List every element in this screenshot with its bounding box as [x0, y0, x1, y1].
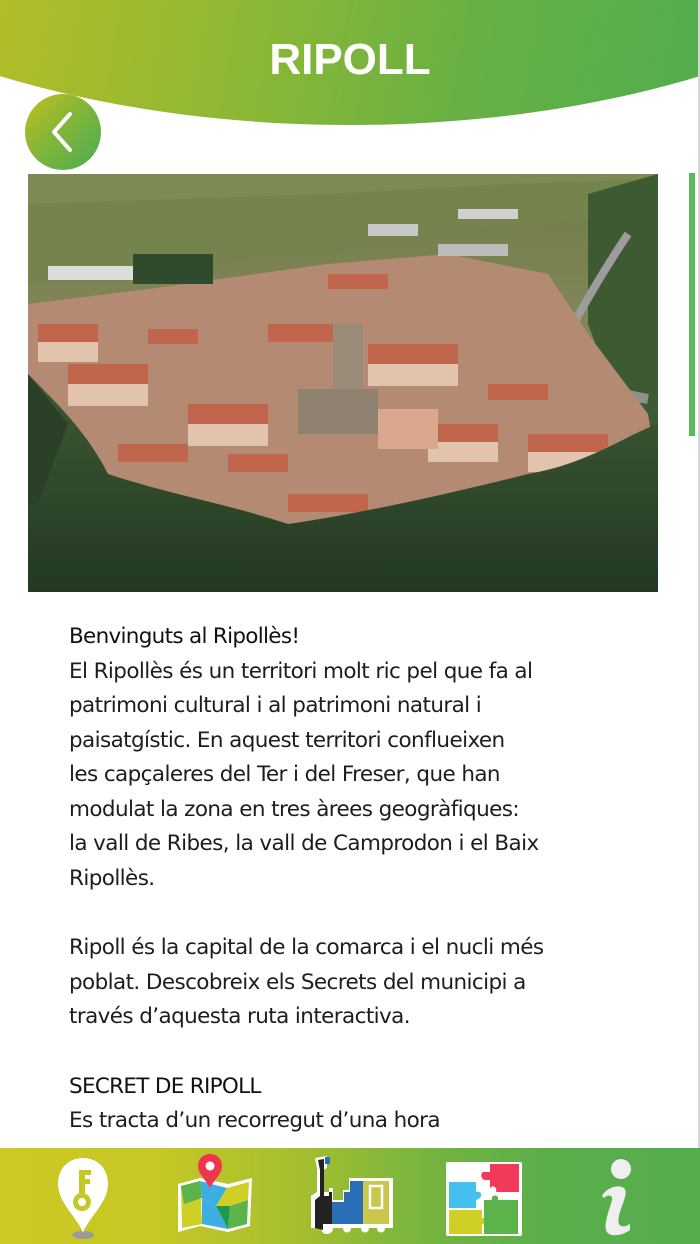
intro-heading: Benvinguts al Ripollès! — [69, 624, 300, 649]
town-photo — [28, 174, 658, 592]
paragraph-line: Ripoll és la capital de la comarca i el nucli més — [69, 935, 544, 960]
scrollbar-thumb[interactable] — [689, 173, 695, 436]
intro-line: paisatgístic. En aquest territori conflueixen — [69, 727, 505, 753]
bottom-nav — [0, 1148, 700, 1244]
intro-line: patrimoni cultural i al patrimoni natural i — [69, 693, 482, 718]
paragraph-gap — [69, 1035, 649, 1070]
nav-map-button[interactable] — [172, 1148, 258, 1244]
chevron-left-icon — [25, 94, 101, 170]
intro-line: modulat la zona en tres àrees geogràfiques: — [69, 796, 520, 822]
section-heading: SECRET DE RIPOLL — [69, 1073, 261, 1099]
nav-train-button[interactable] — [303, 1148, 395, 1244]
train-icon — [303, 1148, 395, 1244]
map-icon — [172, 1148, 258, 1244]
paragraph-line: través d’aquesta ruta interactiva. — [69, 1004, 410, 1029]
intro-line: Ripollès. — [69, 865, 155, 891]
puzzle-icon — [444, 1148, 522, 1244]
nav-info-button[interactable] — [590, 1148, 646, 1244]
description — [69, 620, 649, 1139]
nav-puzzle-button[interactable] — [444, 1148, 522, 1244]
nav-secrets-button[interactable] — [48, 1148, 118, 1244]
town-photo-illustration — [28, 174, 658, 592]
intro-line: El Ripollès és un territori molt ric pel que fa al — [69, 658, 533, 684]
info-icon — [590, 1148, 646, 1244]
paragraph-gap — [69, 896, 649, 931]
page-title: RIPOLL — [269, 35, 431, 84]
paragraph-line: poblat. Descobreix els Secrets del municipi a — [69, 969, 526, 995]
back-button[interactable] — [25, 94, 101, 170]
intro-line: la vall de Ribes, la vall de Camprodon i el Baix — [69, 831, 539, 856]
key-pin-icon — [48, 1148, 118, 1244]
section-line: Es tracta d’un recorregut d’una hora — [69, 1108, 440, 1133]
intro-line: les capçaleres del Ter i del Freser, que han — [69, 762, 500, 787]
